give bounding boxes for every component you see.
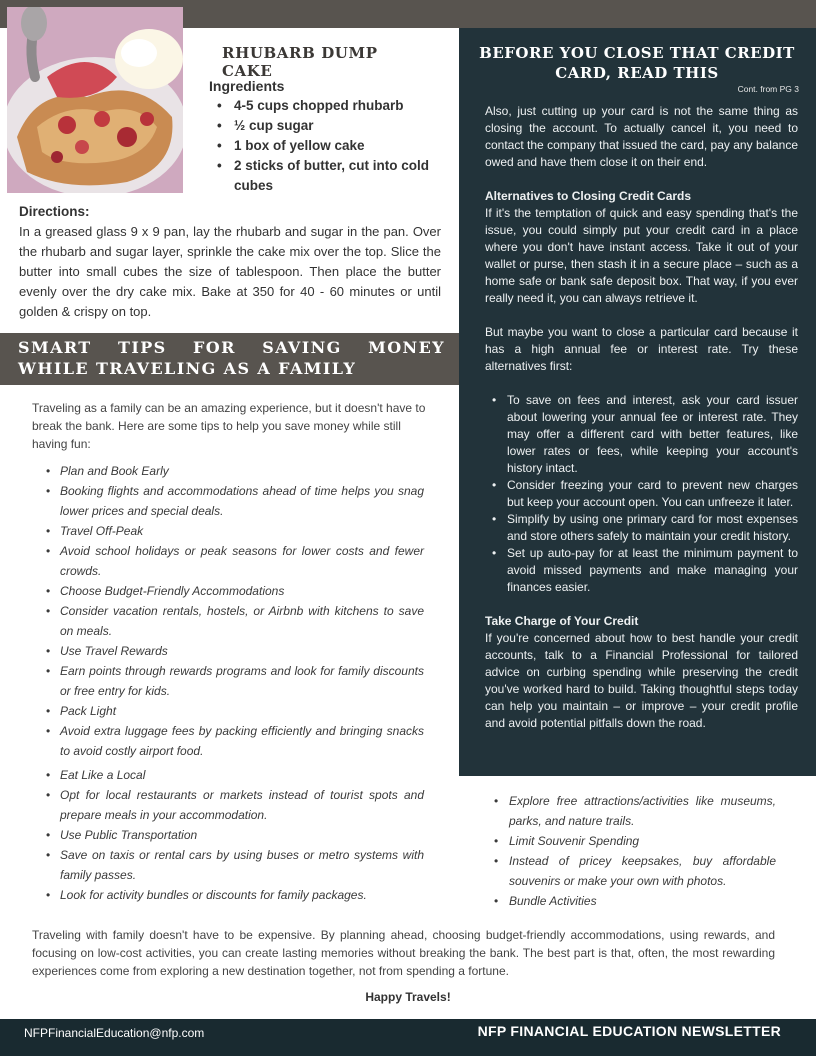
credit-paragraph: But maybe you want to close a particular card because it has a high annual fee or interest rate. Try these alternatives first: [485,325,798,373]
alternatives-list [485,392,798,596]
tip-item: • Opt for local restaurants or markets instead of tourist spots and prepare meals in your accommodation. [44,785,424,825]
tip-item: • Plan and Book Early [44,461,424,481]
newsletter-name: NFP FINANCIAL EDUCATION NEWSLETTER [477,1023,781,1039]
alternative-item: • To save on fees and interest, ask your card issuer about lowering your annual fee or interest rate. They may offer a different card with better features, like lower rates or fees, while keeping your account's history intact. [492,392,798,477]
tip-item: • Pack Light [44,701,424,721]
tip-item: • Consider vacation rentals, hostels, or Airbnb with kitchens to save on meals. [44,601,424,641]
tip-item: • Limit Souvenir Spending [494,831,776,851]
tip-item: • Eat Like a Local [44,765,424,785]
credit-article-body [485,103,798,732]
tips-title: SMART TIPS FOR SAVING MONEY WHILE TRAVELING AS A FAMILY [18,338,445,378]
footer-email-link[interactable]: NFPFinancialEducation@nfp.com [24,1026,205,1040]
alternative-item: • Set up auto-pay for at least the minimum payment to avoid missed payments and make managing your finances easier. [492,545,798,596]
tip-item: • Use Travel Rewards [44,641,424,661]
ingredient-item: • 4-5 cups chopped rhubarb [215,96,455,116]
ingredient-item: • 1 box of yellow cake [215,136,455,156]
tips-list-continued [494,791,776,911]
take-charge-heading: Take Charge of Your Credit [485,614,639,628]
tip-item: • Explore free attractions/activities like museums, parks, and nature trails. [494,791,776,831]
credit-article-title: BEFORE YOU CLOSE THAT CREDIT CARD, READ THIS [479,44,795,82]
tip-item: • Earn points through rewards programs and look for family discounts or free entry for kids. [44,661,424,701]
tip-item: • Booking flights and accommodations ahead of time helps you snag lower prices and special deals. [44,481,424,521]
credit-paragraph: Also, just cutting up your card is not the same thing as closing the account. To actually cancel it, you need to contact the company that issued the card, pay any balance owed and have them close it on their end. [485,104,798,169]
tips-intro: Traveling as a family can be an amazing experience, but it doesn't have to break the bank. Here are some tips to help you save money while still having fun: [32,401,426,451]
tips-banner [0,333,459,385]
directions-text: In a greased glass 9 x 9 pan, lay the rhubarb and sugar in the pan. Over the rhubarb and sugar layer, sprinkle the cake mix over the top. Slice the butter into small cubes the size of tablespoon. Then place the butter evenly over the dry cake mix. Bake at 350 for 40 - 60 minutes or until golden & crispy on top. [19,224,441,319]
ingredient-item: • 2 sticks of butter, cut into cold cubes [215,156,455,196]
alternative-item: • Consider freezing your card to prevent new charges but keep your account open. You can unfreeze it later. [492,477,798,511]
tip-item: • Travel Off-Peak [44,521,424,541]
tips-list [44,461,424,905]
rhubarb-cake-photo [7,7,183,193]
tip-item: • Use Public Transportation [44,825,424,845]
tip-item: • Look for activity bundles or discounts for family packages. [44,885,424,905]
credit-paragraph: If you're concerned about how to best handle your credit accounts, talk to a Financial Professional for tailored advice on curbing spending while preserving the credit you've worked hard to build. Taking thoughtful steps today can help you maintain – or improve – your credit profile and avoid potential pitfalls down the road. [485,631,798,730]
tip-item: • Choose Budget-Friendly Accommodations [44,581,424,601]
tip-item: • Bundle Activities [494,891,776,911]
directions-heading: Directions: [19,204,90,219]
tip-item: • Save on taxis or rental cars by using buses or metro systems with family passes. [44,845,424,885]
alternative-item: • Simplify by using one primary card for most expenses and store others safely to maintain your credit history. [492,511,798,545]
sign-off: Happy Travels! [365,990,451,1004]
tip-item: • Avoid extra luggage fees by packing efficiently and bringing snacks to avoid costly airport food. [44,721,424,761]
tip-item: • Avoid school holidays or peak seasons for lower costs and fewer crowds. [44,541,424,581]
recipe-title: RHUBARB DUMP CAKE [222,44,378,80]
ingredient-item: • ½ cup sugar [215,116,455,136]
ingredients-heading: Ingredients [209,78,285,94]
cake-illustration [7,7,183,193]
continued-note: Cont. from PG 3 [737,84,799,94]
tip-item: • Instead of pricey keepsakes, buy affordable souvenirs or make your own with photos. [494,851,776,891]
credit-paragraph: If it's the temptation of quick and easy spending that's the issue, you could simply put your credit card in a place where you don't have instant access. Take it out of your wallet or purse, then stash it in a secure place – such as a home safe or bank safe deposit box. That way, if you ever really need it, you can always retrieve it. [485,206,798,305]
tips-closing: Traveling with family doesn't have to be expensive. By planning ahead, choosing budget-friendly accommodations, using rewards, and focusing on low-cost activities, you can create lasting memories without breaking the bank. The best part is that, often, the most rewarding experiences come from exploring a new destination together, not from spending a fortune. [32,928,775,978]
ingredients-list [215,96,455,196]
alternatives-heading: Alternatives to Closing Credit Cards [485,189,692,203]
